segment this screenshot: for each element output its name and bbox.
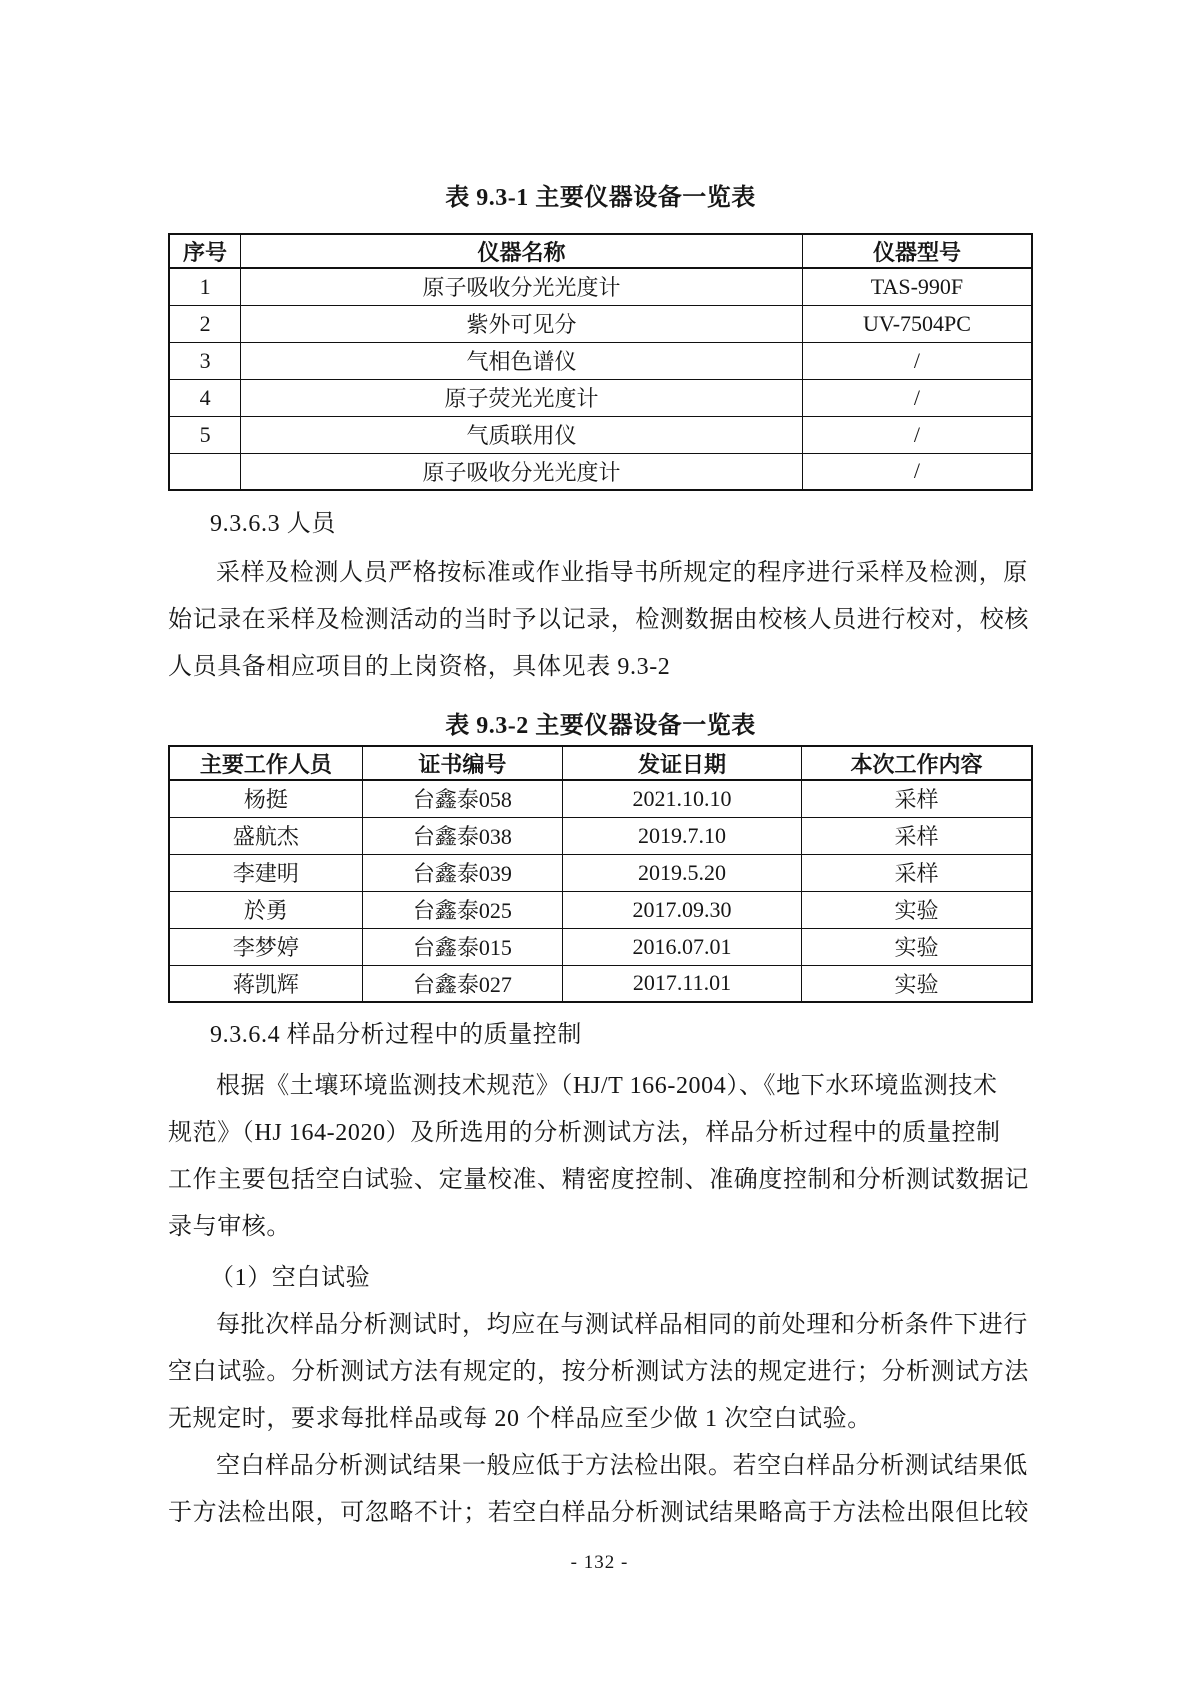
section-heading-9-3-6-3: 9.3.6.3 人员 [210,511,336,537]
text-line: 采样及检测人员严格按标准或作业指导书所规定的程序进行采样及检测，原 [216,560,1028,586]
table-cell: / [802,453,1032,490]
table-cell: 2017.09.30 [563,891,802,928]
table-cell: 台鑫泰025 [362,891,562,928]
text-line: 于方法检出限，可忽略不计；若空白样品分析测试结果略高于方法检出限但比较 [168,1500,1029,1526]
table-cell: TAS-990F [802,268,1032,305]
table-cell: 於勇 [169,891,362,928]
table-header-cell: 仪器型号 [802,234,1032,268]
table-row [169,854,1032,891]
paragraph-blank-test-2 [168,1443,1033,1537]
text-line: 始记录在采样及检测活动的当时予以记录，检测数据由校核人员进行校对，校核 [168,607,1029,633]
table-row [169,780,1032,817]
table-header-cell: 发证日期 [563,746,802,780]
text-line: 工作主要包括空白试验、定量校准、精密度控制、准确度控制和分析测试数据记 [168,1167,1029,1193]
table-cell: 台鑫泰038 [362,817,562,854]
table-row [169,416,1032,453]
paragraph-quality-control [168,1063,1033,1251]
table-cell: 1 [169,268,241,305]
table-cell: 采样 [802,854,1032,891]
table-header-cell: 序号 [169,234,241,268]
table-cell: 原子吸收分光光度计 [241,453,803,490]
table-cell: 2016.07.01 [563,928,802,965]
text-line: 无规定时，要求每批样品或每 20 个样品应至少做 1 次空白试验。 [168,1406,872,1432]
list-item-blank-test-heading: （1）空白试验 [210,1265,371,1291]
table-cell: 3 [169,342,241,379]
table-row [169,817,1032,854]
table-cell: 2019.5.20 [563,854,802,891]
table-cell: 蒋凯辉 [169,965,362,1002]
table-cell: 台鑫泰058 [362,780,562,817]
instrument-table [168,233,1033,491]
table-cell: 2017.11.01 [563,965,802,1002]
table-header-cell: 本次工作内容 [802,746,1032,780]
table-header-cell: 仪器名称 [241,234,803,268]
table-header-row [169,746,1032,780]
text-line: 录与审核。 [168,1214,291,1240]
table-header-cell: 证书编号 [362,746,562,780]
table-cell: 实验 [802,891,1032,928]
table-cell: 原子吸收分光光度计 [241,268,803,305]
table-cell: 杨挺 [169,780,362,817]
table2-title: 表 9.3-2 主要仪器设备一览表 [445,713,756,739]
table-cell: 采样 [802,817,1032,854]
table-cell: 李建明 [169,854,362,891]
table-cell: 气相色谱仪 [241,342,803,379]
page-number: - 132 - [570,1552,629,1573]
table-row [169,928,1032,965]
table-row [169,342,1032,379]
personnel-table [168,745,1033,1003]
table-cell: 2019.7.10 [563,817,802,854]
table1-title: 表 9.3-1 主要仪器设备一览表 [445,185,756,211]
table-row [169,965,1032,1002]
table-cell: 实验 [802,928,1032,965]
table-cell: 李梦婷 [169,928,362,965]
table-header-row [169,234,1032,268]
table-cell: / [802,342,1032,379]
text-line: 每批次样品分析测试时，均应在与测试样品相同的前处理和分析条件下进行 [216,1312,1028,1338]
table-header-cell: 主要工作人员 [169,746,362,780]
section-heading-9-3-6-4: 9.3.6.4 样品分析过程中的质量控制 [210,1022,582,1048]
table-cell: 台鑫泰039 [362,854,562,891]
table-cell: 采样 [802,780,1032,817]
table-cell: 2021.10.10 [563,780,802,817]
table-cell: 原子荧光光度计 [241,379,803,416]
table-row [169,268,1032,305]
table-row [169,305,1032,342]
text-line: 人员具备相应项目的上岗资格，具体见表 9.3-2 [168,654,671,680]
table-row [169,453,1032,490]
table-row [169,891,1032,928]
table-cell: 紫外可见分 [241,305,803,342]
text-line: 空白试验。分析测试方法有规定的，按分析测试方法的规定进行；分析测试方法 [168,1359,1029,1385]
text-line: 根据《土壤环境监测技术规范》（HJ/T 166-2004）、《地下水环境监测技术 [216,1073,998,1099]
table-cell: 5 [169,416,241,453]
text-line: 空白样品分析测试结果一般应低于方法检出限。若空白样品分析测试结果低 [216,1453,1028,1479]
table-cell: 盛航杰 [169,817,362,854]
paragraph-personnel [168,550,1033,691]
table-cell: / [802,379,1032,416]
text-line: 规范》（HJ 164-2020）及所选用的分析测试方法，样品分析过程中的质量控制 [168,1120,1001,1146]
table-cell: 2 [169,305,241,342]
table-cell: 台鑫泰027 [362,965,562,1002]
table-cell: 台鑫泰015 [362,928,562,965]
table-cell: 4 [169,379,241,416]
paragraph-blank-test-1 [168,1302,1033,1443]
table-cell: 气质联用仪 [241,416,803,453]
page-content [168,0,1033,1537]
table-cell [169,453,241,490]
table-cell: / [802,416,1032,453]
table-row [169,379,1032,416]
table-cell: UV-7504PC [802,305,1032,342]
table-cell: 实验 [802,965,1032,1002]
